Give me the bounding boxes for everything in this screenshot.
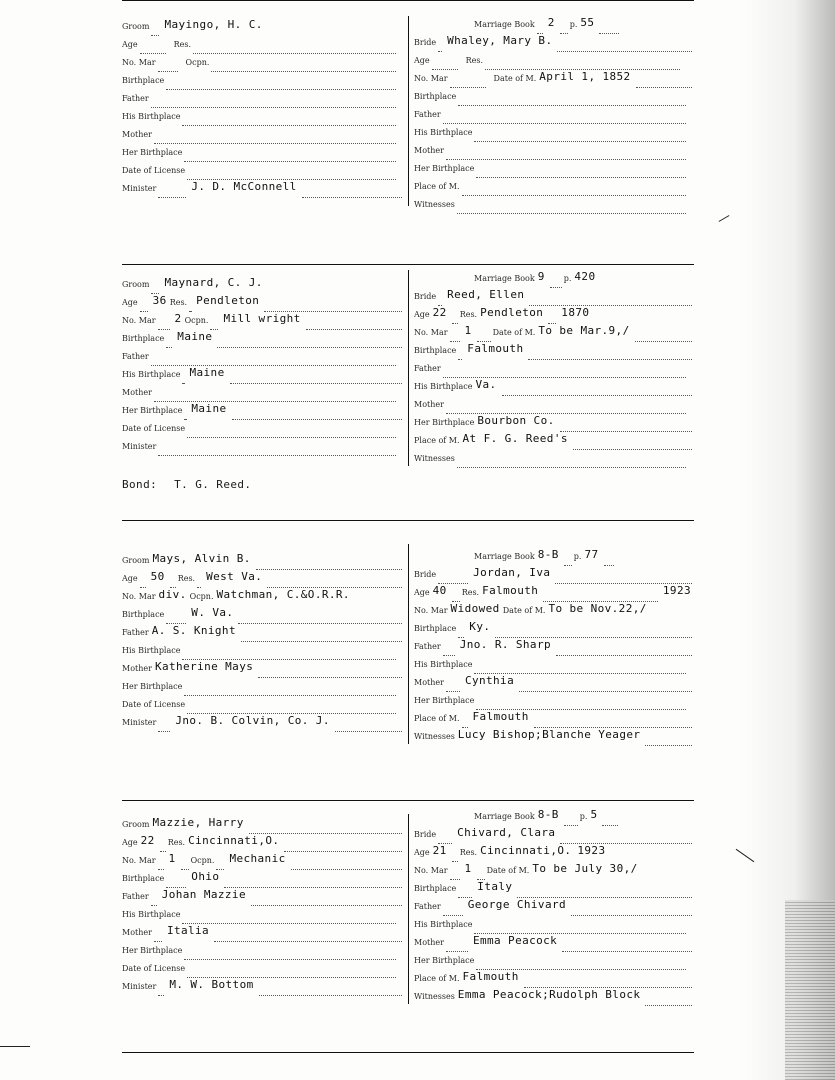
bride-section: [414, 548, 694, 746]
field-label: Res.: [173, 40, 192, 49]
groom-row: [122, 18, 404, 36]
field-label: Date of M.: [486, 866, 530, 875]
bride-age-row: [414, 844, 694, 862]
field-label: Her Birthplace: [122, 946, 183, 955]
bride-row: [414, 826, 694, 844]
card-top-rule: [122, 264, 694, 265]
bond-value: T. G. Reed.: [174, 478, 252, 491]
bond-line: [122, 478, 251, 491]
field-label: Res.: [459, 848, 478, 857]
field-value: Italia: [166, 924, 210, 937]
minister-name: Jno. B. Colvin, Co. J.: [175, 714, 330, 727]
his-birthplace-row: [122, 366, 404, 384]
card-top-rule: [122, 800, 694, 801]
bride-mother-row: [414, 396, 694, 414]
field-value: At F. G. Reed's: [462, 432, 568, 445]
no-mar-row: [122, 54, 404, 72]
field-value: Cynthia: [464, 674, 515, 687]
groom-row: [122, 276, 404, 294]
field-label: Date of M.: [492, 328, 536, 337]
field-value: 1: [168, 852, 176, 865]
field-label: Father: [414, 902, 441, 911]
field-label: Mother: [122, 388, 152, 397]
field-label: Birthplace: [122, 76, 165, 85]
field-value: W. Va.: [191, 606, 234, 619]
field-label: Age: [122, 298, 138, 307]
field-label: Mother: [414, 938, 444, 947]
field-label: Her Birthplace: [122, 682, 183, 691]
field-value: div.: [158, 588, 187, 601]
field-value: Mill wright: [223, 312, 301, 325]
age-row: [122, 834, 404, 852]
field-value: 1: [464, 324, 472, 337]
field-value: 2: [174, 312, 182, 325]
marriage-book-row: [414, 16, 694, 34]
field-label: Mother: [414, 146, 444, 155]
field-label: Birthplace: [414, 92, 457, 101]
groom-name: Maynard, C. J.: [164, 276, 263, 289]
field-label: Marriage Book: [474, 812, 535, 821]
field-value: To be Mar.9,/: [538, 324, 630, 337]
field-value: Mechanic: [229, 852, 286, 865]
field-label: Witnesses: [414, 454, 455, 463]
age-row: [122, 294, 404, 312]
mother-row: [122, 384, 404, 402]
field-value: 50: [150, 570, 165, 583]
age-row: [122, 36, 404, 54]
field-label: Bride: [414, 38, 437, 47]
bride-mother-row: [414, 934, 694, 952]
her-birthplace-row: [122, 942, 404, 960]
birthplace-row: [122, 606, 404, 624]
bride-no-mar-row: [414, 602, 694, 620]
field-label: No. Mar: [122, 316, 156, 325]
field-value: 21: [432, 844, 447, 857]
groom-row: [122, 552, 404, 570]
bride-his-birthplace-row: [414, 656, 694, 674]
field-label: Marriage Book: [474, 20, 535, 29]
field-label: Age: [122, 838, 138, 847]
field-label: Bride: [414, 830, 437, 839]
field-label: Bride: [414, 292, 437, 301]
field-label: No. Mar: [414, 866, 448, 875]
bride-name: Chivard, Clara: [457, 826, 556, 839]
bride-her-birthplace-row: [414, 414, 694, 432]
card-divider: [408, 16, 409, 206]
field-value: 36: [152, 294, 167, 307]
field-label: Res.: [461, 588, 480, 597]
field-label: Groom: [122, 556, 150, 565]
no-mar-row: [122, 312, 404, 330]
field-value: 1923: [662, 584, 691, 597]
field-label: Minister: [122, 442, 157, 451]
field-label: Birthplace: [122, 610, 165, 619]
bride-name: Whaley, Mary B.: [447, 34, 553, 47]
bride-birthplace-row: [414, 342, 694, 360]
field-label: Bride: [414, 570, 437, 579]
field-value: Maine: [191, 402, 227, 415]
field-label: Place of M.: [414, 714, 460, 723]
field-label: Father: [122, 352, 149, 361]
field-label: Mother: [122, 928, 152, 937]
field-label: No. Mar: [122, 58, 156, 67]
witnesses-row: [414, 728, 694, 746]
field-label: Minister: [122, 718, 157, 727]
place-of-m-row: [414, 710, 694, 728]
field-label: Father: [414, 642, 441, 651]
mother-row: [122, 126, 404, 144]
birthplace-row: [122, 870, 404, 888]
field-label: Date of License: [122, 964, 186, 973]
field-label: Groom: [122, 280, 150, 289]
minister-row: [122, 978, 404, 996]
field-label: p.: [579, 812, 588, 821]
field-label: Her Birthplace: [122, 148, 183, 157]
field-label: Place of M.: [414, 182, 460, 191]
groom-section: [122, 276, 404, 456]
field-label: Ocpn.: [185, 58, 210, 67]
field-label: Age: [414, 310, 430, 319]
field-label: Witnesses: [414, 732, 455, 741]
her-birthplace-row: [122, 678, 404, 696]
field-value: April 1, 1852: [539, 70, 631, 83]
field-label: p.: [573, 552, 582, 561]
groom-name: Mays, Alvin B.: [152, 552, 251, 565]
field-label: Ocpn.: [184, 316, 209, 325]
field-label: No. Mar: [414, 74, 448, 83]
field-label: Res.: [459, 310, 478, 319]
field-value: Va.: [475, 378, 497, 391]
bride-row: [414, 34, 694, 52]
her-birthplace-row: [122, 402, 404, 420]
field-label: Ocpn.: [190, 856, 215, 865]
field-value: 40: [432, 584, 447, 597]
field-label: Mother: [122, 664, 152, 673]
field-label: Birthplace: [122, 334, 165, 343]
witnesses-row: [414, 450, 694, 468]
bottom-rule: [122, 1052, 694, 1053]
field-label: No. Mar: [414, 606, 448, 615]
marriage-book-row: [414, 808, 694, 826]
bride-his-birthplace-row: [414, 124, 694, 142]
license-row: [122, 162, 404, 180]
field-value: 1: [464, 862, 472, 875]
margin-mark: [0, 1046, 30, 1047]
field-value: Johan Mazzie: [161, 888, 246, 901]
bride-section: [414, 270, 694, 468]
field-value: Watchman, C.&O.R.R.: [216, 588, 350, 601]
bride-row: [414, 288, 694, 306]
field-label: Age: [414, 848, 430, 857]
place-of-m-row: [414, 432, 694, 450]
card-divider: [408, 270, 409, 466]
field-value: 9: [537, 270, 545, 283]
field-label: Her Birthplace: [122, 406, 183, 415]
license-row: [122, 420, 404, 438]
field-label: Marriage Book: [474, 274, 535, 283]
field-label: Date of M.: [502, 606, 546, 615]
minister-name: M. W. Bottom: [169, 978, 254, 991]
bride-mother-row: [414, 142, 694, 160]
field-label: Witnesses: [414, 200, 455, 209]
field-label: His Birthplace: [414, 660, 473, 669]
field-label: Her Birthplace: [414, 956, 475, 965]
marriage-book-row: [414, 548, 694, 566]
field-label: His Birthplace: [414, 128, 473, 137]
field-label: Her Birthplace: [414, 418, 475, 427]
bride-name: Jordan, Iva: [473, 566, 551, 579]
field-label: p.: [563, 274, 572, 283]
field-value: Ohio: [191, 870, 220, 883]
bride-father-row: [414, 898, 694, 916]
field-value: Italy: [477, 880, 513, 893]
bride-birthplace-row: [414, 620, 694, 638]
his-birthplace-row: [122, 108, 404, 126]
card-top-rule: [122, 520, 694, 521]
field-label: Birthplace: [414, 624, 457, 633]
field-label: Age: [122, 574, 138, 583]
scan-edge-texture: [785, 900, 835, 1080]
bride-his-birthplace-row: [414, 916, 694, 934]
field-label: Father: [414, 110, 441, 119]
field-value: 1870: [561, 306, 590, 319]
bond-label: Bond:: [122, 478, 158, 491]
groom-section: [122, 18, 404, 198]
license-row: [122, 960, 404, 978]
minister-name: J. D. McConnell: [191, 180, 297, 193]
margin-mark: [719, 215, 730, 222]
field-value: 77: [584, 548, 599, 561]
groom-row: [122, 816, 404, 834]
field-value: 420: [574, 270, 596, 283]
place-of-m-row: [414, 970, 694, 988]
groom-name: Mayingo, H. C.: [164, 18, 263, 31]
field-value: Ky.: [469, 620, 491, 633]
bride-age-row: [414, 584, 694, 602]
field-label: No. Mar: [122, 856, 156, 865]
groom-name: Mazzie, Harry: [152, 816, 244, 829]
bride-birthplace-row: [414, 880, 694, 898]
field-label: His Birthplace: [122, 646, 181, 655]
her-birthplace-row: [122, 144, 404, 162]
field-label: Birthplace: [122, 874, 165, 883]
field-value: Katherine Mays: [154, 660, 254, 673]
field-label: Date of License: [122, 700, 186, 709]
field-label: Age: [122, 40, 138, 49]
bride-name: Reed, Ellen: [447, 288, 525, 301]
field-label: No. Mar: [414, 328, 448, 337]
field-value: West Va.: [206, 570, 263, 583]
field-value: 1923: [577, 844, 606, 857]
field-value: 22: [140, 834, 155, 847]
field-label: Groom: [122, 22, 150, 31]
field-label: Res.: [465, 56, 484, 65]
father-row: [122, 348, 404, 366]
minister-row: [122, 714, 404, 732]
field-label: Her Birthplace: [414, 164, 475, 173]
bride-his-birthplace-row: [414, 378, 694, 396]
field-label: Birthplace: [414, 884, 457, 893]
field-label: Minister: [122, 184, 157, 193]
place-of-m-row: [414, 178, 694, 196]
field-label: Groom: [122, 820, 150, 829]
field-value: Falmouth: [472, 710, 529, 723]
field-label: Father: [122, 628, 149, 637]
field-label: His Birthplace: [414, 920, 473, 929]
bride-her-birthplace-row: [414, 160, 694, 178]
field-value: 5: [590, 808, 598, 821]
field-value: A. S. Knight: [151, 624, 236, 637]
bride-father-row: [414, 638, 694, 656]
minister-row: [122, 180, 404, 198]
birthplace-row: [122, 72, 404, 90]
field-label: Date of License: [122, 166, 186, 175]
minister-row: [122, 438, 404, 456]
field-value: Falmouth: [467, 342, 524, 355]
card-top-rule: [122, 0, 694, 1]
field-value: Emma Peacock: [472, 934, 558, 947]
age-row: [122, 570, 404, 588]
bride-her-birthplace-row: [414, 952, 694, 970]
field-label: Place of M.: [414, 436, 460, 445]
field-label: Ocpn.: [189, 592, 214, 601]
bride-age-row: [414, 306, 694, 324]
license-row: [122, 696, 404, 714]
field-label: His Birthplace: [414, 382, 473, 391]
field-value: To be July 30,/: [532, 862, 638, 875]
field-label: Date of License: [122, 424, 186, 433]
field-label: Birthplace: [414, 346, 457, 355]
bride-section: [414, 16, 694, 214]
field-label: Mother: [122, 130, 152, 139]
bride-section: [414, 808, 694, 1006]
bride-row: [414, 566, 694, 584]
witnesses-row: [414, 988, 694, 1006]
bride-no-mar-row: [414, 324, 694, 342]
field-label: No. Mar: [122, 592, 156, 601]
field-value: Bourbon Co.: [477, 414, 555, 427]
field-label: Age: [414, 588, 430, 597]
card-divider: [408, 814, 409, 1004]
field-label: p.: [569, 20, 578, 29]
bride-no-mar-row: [414, 70, 694, 88]
field-label: Mother: [414, 400, 444, 409]
birthplace-row: [122, 330, 404, 348]
field-label: Res.: [177, 574, 196, 583]
groom-section: [122, 816, 404, 996]
field-label: Age: [414, 56, 430, 65]
no-mar-row: [122, 588, 404, 606]
field-label: Place of M.: [414, 974, 460, 983]
field-value: Lucy Bishop;Blanche Yeager: [457, 728, 641, 741]
groom-section: [122, 552, 404, 732]
mother-row: [122, 924, 404, 942]
no-mar-row: [122, 852, 404, 870]
father-row: [122, 888, 404, 906]
field-label: Marriage Book: [474, 552, 535, 561]
his-birthplace-row: [122, 906, 404, 924]
field-value: 55: [580, 16, 595, 29]
his-birthplace-row: [122, 642, 404, 660]
bride-mother-row: [414, 674, 694, 692]
field-label: Father: [122, 94, 149, 103]
witnesses-row: [414, 196, 694, 214]
field-value: 8-B: [537, 548, 559, 561]
field-label: Date of M.: [493, 74, 537, 83]
field-value: Cincinnati,O.: [188, 834, 280, 847]
field-label: Witnesses: [414, 992, 455, 1001]
field-label: Father: [414, 364, 441, 373]
marriage-book-row: [414, 270, 694, 288]
field-value: Jno. R. Sharp: [459, 638, 551, 651]
mother-row: [122, 660, 404, 678]
field-label: Res.: [169, 298, 188, 307]
father-row: [122, 624, 404, 642]
field-value: Widowed: [450, 602, 500, 615]
field-value: Maine: [189, 366, 225, 379]
field-label: Minister: [122, 982, 157, 991]
field-label: His Birthplace: [122, 910, 181, 919]
field-value: 2: [547, 16, 555, 29]
bride-father-row: [414, 360, 694, 378]
bride-father-row: [414, 106, 694, 124]
bride-her-birthplace-row: [414, 692, 694, 710]
field-value: To be Nov.22,/: [548, 602, 647, 615]
field-label: Res.: [167, 838, 186, 847]
field-label: Her Birthplace: [414, 696, 475, 705]
father-row: [122, 90, 404, 108]
card-divider: [408, 544, 409, 744]
field-label: Father: [122, 892, 149, 901]
field-label: Mother: [414, 678, 444, 687]
field-value: George Chivard: [467, 898, 567, 911]
field-value: Cincinnati,O.: [480, 844, 572, 857]
bride-no-mar-row: [414, 862, 694, 880]
bride-birthplace-row: [414, 88, 694, 106]
field-value: Pendleton: [480, 306, 544, 319]
field-value: Pendleton: [196, 294, 260, 307]
field-value: 8-B: [537, 808, 559, 821]
field-value: Emma Peacock;Rudolph Block: [457, 988, 641, 1001]
field-value: 22: [432, 306, 447, 319]
field-value: Maine: [177, 330, 213, 343]
field-value: Falmouth: [462, 970, 519, 983]
field-label: His Birthplace: [122, 370, 181, 379]
bride-age-row: [414, 52, 694, 70]
field-value: Falmouth: [482, 584, 539, 597]
field-label: His Birthplace: [122, 112, 181, 121]
